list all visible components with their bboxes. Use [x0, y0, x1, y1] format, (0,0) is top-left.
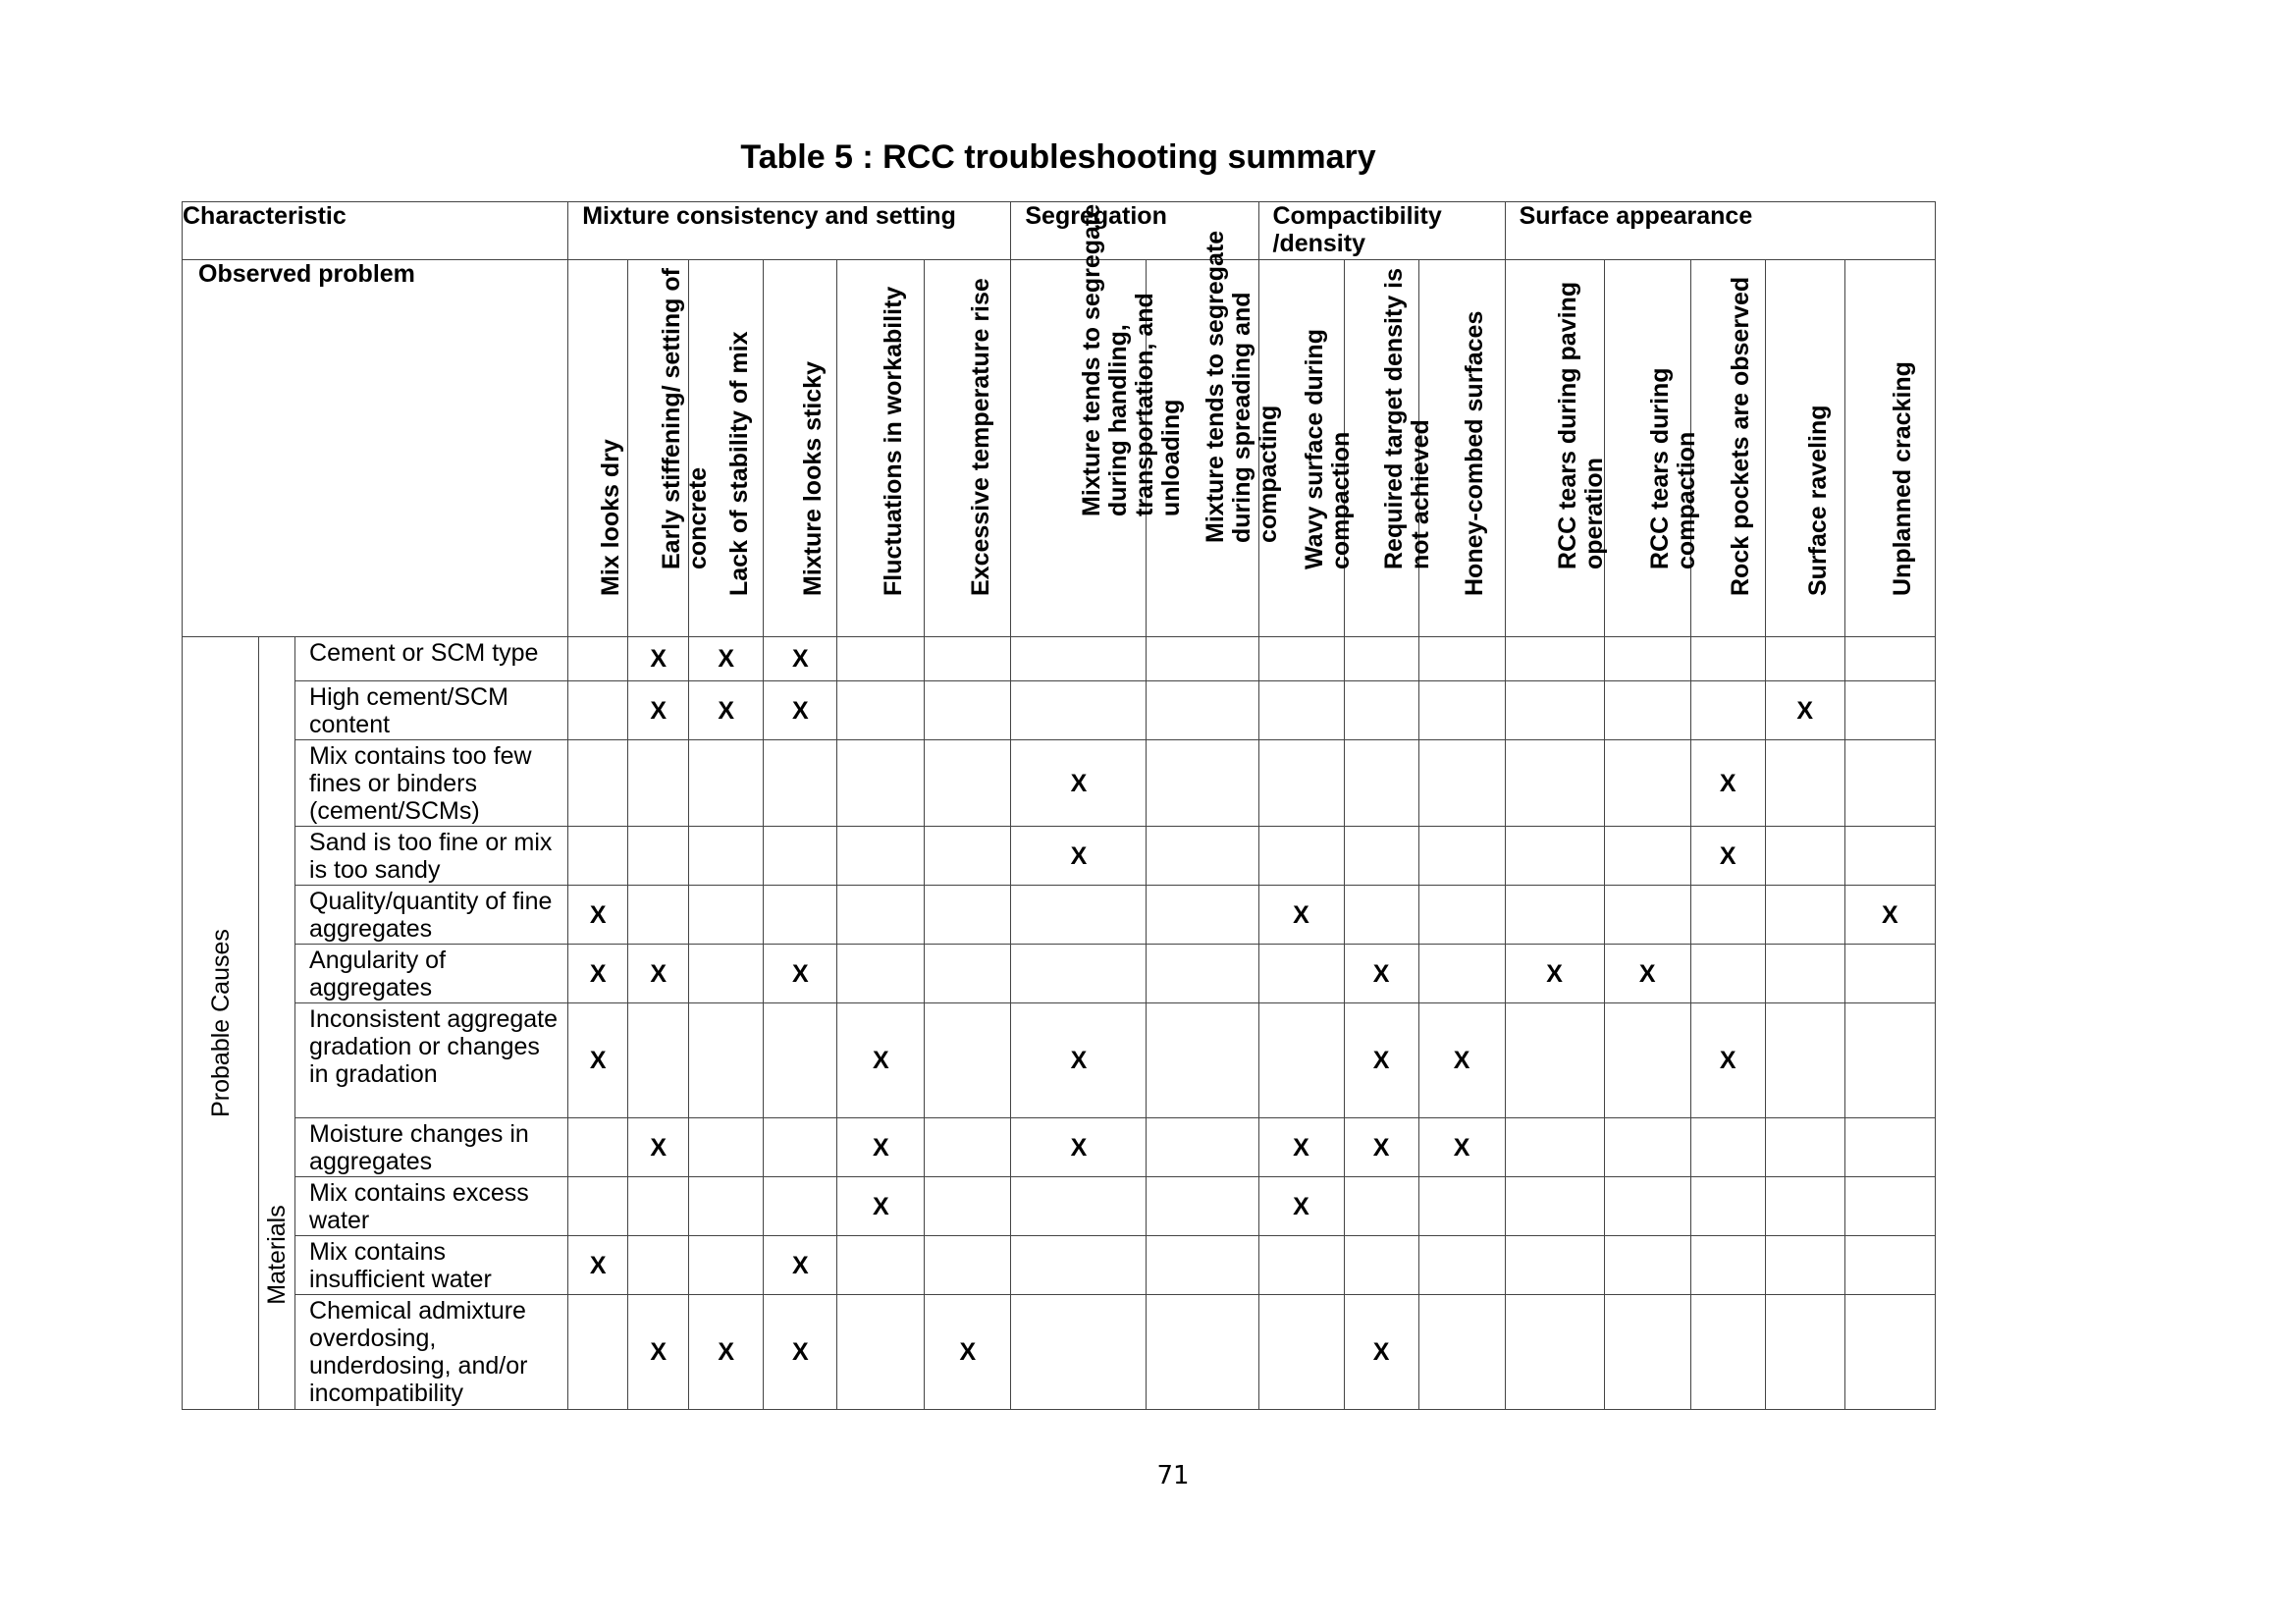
x-mark-cell: X	[1258, 1177, 1344, 1236]
x-mark-cell: X	[764, 681, 837, 740]
empty-cell	[925, 945, 1011, 1003]
empty-cell	[1147, 740, 1258, 827]
x-mark-cell: X	[764, 1236, 837, 1295]
table-row	[183, 1003, 1936, 1118]
empty-cell	[689, 740, 764, 827]
empty-cell	[689, 1177, 764, 1236]
empty-cell	[1011, 1295, 1147, 1410]
problem-header-13	[1690, 260, 1765, 637]
problem-label: Lack of stability of mix	[724, 331, 753, 596]
empty-cell	[837, 681, 925, 740]
empty-cell	[837, 945, 925, 1003]
x-mark-cell: X	[1011, 827, 1147, 886]
empty-cell	[1011, 1177, 1147, 1236]
x-mark-cell: X	[1344, 945, 1418, 1003]
empty-cell	[1258, 681, 1344, 740]
empty-cell	[1690, 886, 1765, 945]
empty-cell	[1844, 1295, 1935, 1410]
x-mark-cell: X	[1690, 740, 1765, 827]
empty-cell	[1147, 1003, 1258, 1118]
empty-cell	[1505, 1003, 1604, 1118]
empty-cell	[689, 1236, 764, 1295]
empty-cell	[1604, 681, 1690, 740]
empty-cell	[1011, 681, 1147, 740]
table-row	[183, 945, 1936, 1003]
empty-cell	[1505, 681, 1604, 740]
table-title: Table 5 : RCC troubleshooting summary	[740, 138, 1376, 176]
table-row	[183, 740, 1936, 827]
problem-header-3	[764, 260, 837, 637]
x-mark-cell: X	[1258, 1118, 1344, 1177]
problem-header-2	[689, 260, 764, 637]
empty-cell	[764, 1003, 837, 1118]
empty-cell	[1505, 740, 1604, 827]
empty-cell	[1844, 1236, 1935, 1295]
empty-cell	[628, 886, 689, 945]
x-mark-cell: X	[1604, 945, 1690, 1003]
x-mark-cell: X	[568, 1003, 628, 1118]
empty-cell	[925, 1118, 1011, 1177]
problem-label: Rock pockets are observed	[1727, 276, 1755, 596]
x-mark-cell: X	[568, 1236, 628, 1295]
table-row	[183, 1177, 1936, 1236]
empty-cell	[925, 1177, 1011, 1236]
empty-cell	[764, 886, 837, 945]
empty-cell	[837, 637, 925, 681]
empty-cell	[925, 1003, 1011, 1118]
empty-cell	[1011, 1236, 1147, 1295]
empty-cell	[1844, 1177, 1935, 1236]
empty-cell	[1690, 681, 1765, 740]
cause-label: Quality/quantity of fine aggregates	[295, 886, 568, 945]
x-mark-cell: X	[689, 681, 764, 740]
empty-cell	[1604, 1003, 1690, 1118]
empty-cell	[1011, 886, 1147, 945]
empty-cell	[1418, 740, 1505, 827]
x-mark-cell: X	[628, 1295, 689, 1410]
empty-cell	[1765, 827, 1844, 886]
x-mark-cell: X	[1011, 740, 1147, 827]
empty-cell	[628, 1177, 689, 1236]
empty-cell	[1147, 1118, 1258, 1177]
cause-label: Sand is too fine or mix is too sandy	[295, 827, 568, 886]
x-mark-cell: X	[628, 681, 689, 740]
problem-label: Honey-combed surfaces	[1461, 310, 1489, 596]
empty-cell	[1344, 886, 1418, 945]
empty-cell	[1844, 1118, 1935, 1177]
empty-cell	[1418, 637, 1505, 681]
x-mark-cell: X	[1418, 1118, 1505, 1177]
problem-label: RCC tears during compaction	[1646, 367, 1701, 569]
empty-cell	[1344, 740, 1418, 827]
problem-header-7	[1147, 230, 1282, 637]
group-mixture-consistency: Mixture consistency and setting	[568, 202, 1011, 260]
empty-cell	[1258, 1003, 1344, 1118]
empty-cell	[628, 740, 689, 827]
problem-header-10	[1418, 260, 1505, 637]
empty-cell	[1765, 637, 1844, 681]
empty-cell	[1418, 945, 1505, 1003]
empty-cell	[1147, 637, 1258, 681]
empty-cell	[689, 1003, 764, 1118]
materials-label	[259, 637, 295, 1410]
empty-cell	[1844, 681, 1935, 740]
empty-cell	[568, 1118, 628, 1177]
x-mark-cell: X	[1844, 886, 1935, 945]
empty-cell	[1604, 637, 1690, 681]
problem-header-15	[1844, 260, 1935, 637]
problem-header-12	[1604, 260, 1701, 637]
empty-cell	[1505, 637, 1604, 681]
empty-cell	[1344, 827, 1418, 886]
x-mark-cell: X	[1344, 1003, 1418, 1118]
cause-label: Mix contains insufficient water	[295, 1236, 568, 1295]
empty-cell	[1505, 1177, 1604, 1236]
cause-label: Mix contains too few fines or binders (cement/SCMs)	[295, 740, 568, 827]
empty-cell	[925, 637, 1011, 681]
problem-header-9	[1344, 260, 1435, 637]
x-mark-cell: X	[689, 637, 764, 681]
x-mark-cell: X	[1765, 681, 1844, 740]
x-mark-cell: X	[628, 1118, 689, 1177]
x-mark-cell: X	[1418, 1003, 1505, 1118]
empty-cell	[1418, 681, 1505, 740]
empty-cell	[1418, 1295, 1505, 1410]
table-row	[183, 886, 1936, 945]
characteristic-header: Characteristic	[183, 202, 568, 260]
x-mark-cell: X	[1344, 1118, 1418, 1177]
problem-header-row	[183, 260, 1936, 637]
empty-cell	[1844, 740, 1935, 827]
empty-cell	[1690, 945, 1765, 1003]
table-row	[183, 637, 1936, 681]
problem-header-5	[925, 260, 1011, 637]
empty-cell	[1604, 1177, 1690, 1236]
x-mark-cell: X	[1505, 945, 1604, 1003]
empty-cell	[1765, 1177, 1844, 1236]
empty-cell	[925, 886, 1011, 945]
empty-cell	[837, 827, 925, 886]
table-row	[183, 827, 1936, 886]
empty-cell	[1690, 1295, 1765, 1410]
table-row	[183, 681, 1936, 740]
probable-causes-label	[183, 637, 259, 1410]
empty-cell	[1344, 681, 1418, 740]
problem-label: Unplanned cracking	[1889, 361, 1917, 596]
probable-causes-text: Probable Causes	[206, 929, 235, 1117]
problem-header-11	[1505, 260, 1608, 637]
problem-label: Mixture tends to segregate during handling, transportation, and unloading	[1077, 203, 1185, 516]
empty-cell	[689, 886, 764, 945]
empty-cell	[1418, 827, 1505, 886]
empty-cell	[925, 740, 1011, 827]
empty-cell	[1258, 740, 1344, 827]
problem-label: Mixture tends to segregate during spreading and compacting	[1201, 230, 1282, 543]
empty-cell	[925, 681, 1011, 740]
empty-cell	[1690, 1118, 1765, 1177]
cause-label: Mix contains excess water	[295, 1177, 568, 1236]
x-mark-cell: X	[628, 637, 689, 681]
empty-cell	[1505, 1236, 1604, 1295]
empty-cell	[1765, 1003, 1844, 1118]
empty-cell	[568, 740, 628, 827]
x-mark-cell: X	[1690, 1003, 1765, 1118]
empty-cell	[925, 827, 1011, 886]
page-number: 71	[1156, 1461, 1190, 1490]
table-row	[183, 1236, 1936, 1295]
group-surface-appearance: Surface appearance	[1505, 202, 1935, 260]
empty-cell	[1258, 827, 1344, 886]
empty-cell	[568, 1295, 628, 1410]
cause-label: Cement or SCM type	[295, 637, 568, 681]
table-row	[183, 1118, 1936, 1177]
empty-cell	[1147, 945, 1258, 1003]
problem-label: Fluctuations in workability	[880, 286, 908, 596]
empty-cell	[1147, 1295, 1258, 1410]
empty-cell	[764, 827, 837, 886]
table-row	[183, 1295, 1936, 1410]
cause-label: High cement/SCM content	[295, 681, 568, 740]
empty-cell	[764, 1177, 837, 1236]
problem-label: Excessive temperature rise	[966, 278, 994, 596]
empty-cell	[1418, 886, 1505, 945]
problem-header-1	[628, 260, 712, 637]
empty-cell	[628, 827, 689, 886]
problem-label: Surface raveling	[1803, 405, 1832, 596]
empty-cell	[1690, 1177, 1765, 1236]
problem-label: RCC tears during paving operation	[1553, 281, 1608, 569]
empty-cell	[1690, 637, 1765, 681]
empty-cell	[837, 886, 925, 945]
empty-cell	[1604, 740, 1690, 827]
troubleshooting-table	[182, 201, 1936, 1410]
empty-cell	[1258, 637, 1344, 681]
empty-cell	[1505, 1118, 1604, 1177]
empty-cell	[568, 827, 628, 886]
x-mark-cell: X	[1011, 1003, 1147, 1118]
x-mark-cell: X	[1011, 1118, 1147, 1177]
empty-cell	[568, 681, 628, 740]
observed-problem-header: Observed problem	[183, 260, 568, 637]
problem-label: Early stiffening/ setting of concrete	[657, 268, 712, 569]
empty-cell	[1844, 827, 1935, 886]
empty-cell	[1765, 1236, 1844, 1295]
empty-cell	[1011, 945, 1147, 1003]
empty-cell	[764, 740, 837, 827]
empty-cell	[1765, 1295, 1844, 1410]
empty-cell	[1258, 1236, 1344, 1295]
empty-cell	[1344, 1177, 1418, 1236]
empty-cell	[1604, 1295, 1690, 1410]
empty-cell	[1604, 1118, 1690, 1177]
empty-cell	[1147, 886, 1258, 945]
problem-header-4	[837, 260, 925, 637]
x-mark-cell: X	[568, 886, 628, 945]
problem-header-14	[1765, 260, 1844, 637]
empty-cell	[628, 1236, 689, 1295]
empty-cell	[1147, 1177, 1258, 1236]
empty-cell	[1147, 827, 1258, 886]
empty-cell	[1147, 1236, 1258, 1295]
x-mark-cell: X	[1690, 827, 1765, 886]
x-mark-cell: X	[1258, 886, 1344, 945]
x-mark-cell: X	[837, 1177, 925, 1236]
x-mark-cell: X	[628, 945, 689, 1003]
problem-label: Mix looks dry	[597, 439, 625, 596]
empty-cell	[1011, 637, 1147, 681]
x-mark-cell: X	[764, 637, 837, 681]
empty-cell	[1418, 1177, 1505, 1236]
problem-label: Wavy surface during compaction	[1300, 329, 1355, 569]
empty-cell	[1258, 1295, 1344, 1410]
empty-cell	[1765, 945, 1844, 1003]
group-segregation: Segregation	[1011, 202, 1258, 260]
empty-cell	[1418, 1236, 1505, 1295]
empty-cell	[1690, 1236, 1765, 1295]
empty-cell	[1765, 886, 1844, 945]
empty-cell	[1344, 637, 1418, 681]
problem-header-0	[568, 260, 628, 637]
empty-cell	[628, 1003, 689, 1118]
x-mark-cell: X	[764, 1295, 837, 1410]
problem-header-8	[1258, 260, 1355, 637]
cause-label: Angularity of aggregates	[295, 945, 568, 1003]
problem-label: Required target density is not achieved	[1380, 267, 1435, 569]
cause-label: Moisture changes in aggregates	[295, 1118, 568, 1177]
empty-cell	[1505, 827, 1604, 886]
empty-cell	[689, 1118, 764, 1177]
empty-cell	[1844, 945, 1935, 1003]
empty-cell	[568, 637, 628, 681]
empty-cell	[1604, 886, 1690, 945]
empty-cell	[1147, 681, 1258, 740]
empty-cell	[689, 827, 764, 886]
x-mark-cell: X	[837, 1003, 925, 1118]
empty-cell	[1844, 1003, 1935, 1118]
empty-cell	[1505, 886, 1604, 945]
empty-cell	[1505, 1295, 1604, 1410]
empty-cell	[689, 945, 764, 1003]
cause-label: Chemical admixture overdosing, underdosing, and/or incompatibility	[295, 1295, 568, 1410]
x-mark-cell: X	[925, 1295, 1011, 1410]
x-mark-cell: X	[568, 945, 628, 1003]
empty-cell	[568, 1177, 628, 1236]
empty-cell	[925, 1236, 1011, 1295]
materials-text: Materials	[263, 1205, 292, 1305]
x-mark-cell: X	[689, 1295, 764, 1410]
empty-cell	[1604, 1236, 1690, 1295]
empty-cell	[837, 1236, 925, 1295]
empty-cell	[1765, 1118, 1844, 1177]
empty-cell	[764, 1118, 837, 1177]
problem-label: Mixture looks sticky	[799, 361, 828, 596]
empty-cell	[1765, 740, 1844, 827]
x-mark-cell: X	[837, 1118, 925, 1177]
empty-cell	[837, 740, 925, 827]
group-compactibility: Compactibility /density	[1258, 202, 1505, 260]
cause-label: Inconsistent aggregate gradation or changes in gradation	[295, 1003, 568, 1118]
empty-cell	[1344, 1236, 1418, 1295]
empty-cell	[1844, 637, 1935, 681]
x-mark-cell: X	[764, 945, 837, 1003]
empty-cell	[1258, 945, 1344, 1003]
empty-cell	[1604, 827, 1690, 886]
empty-cell	[837, 1295, 925, 1410]
x-mark-cell: X	[1344, 1295, 1418, 1410]
